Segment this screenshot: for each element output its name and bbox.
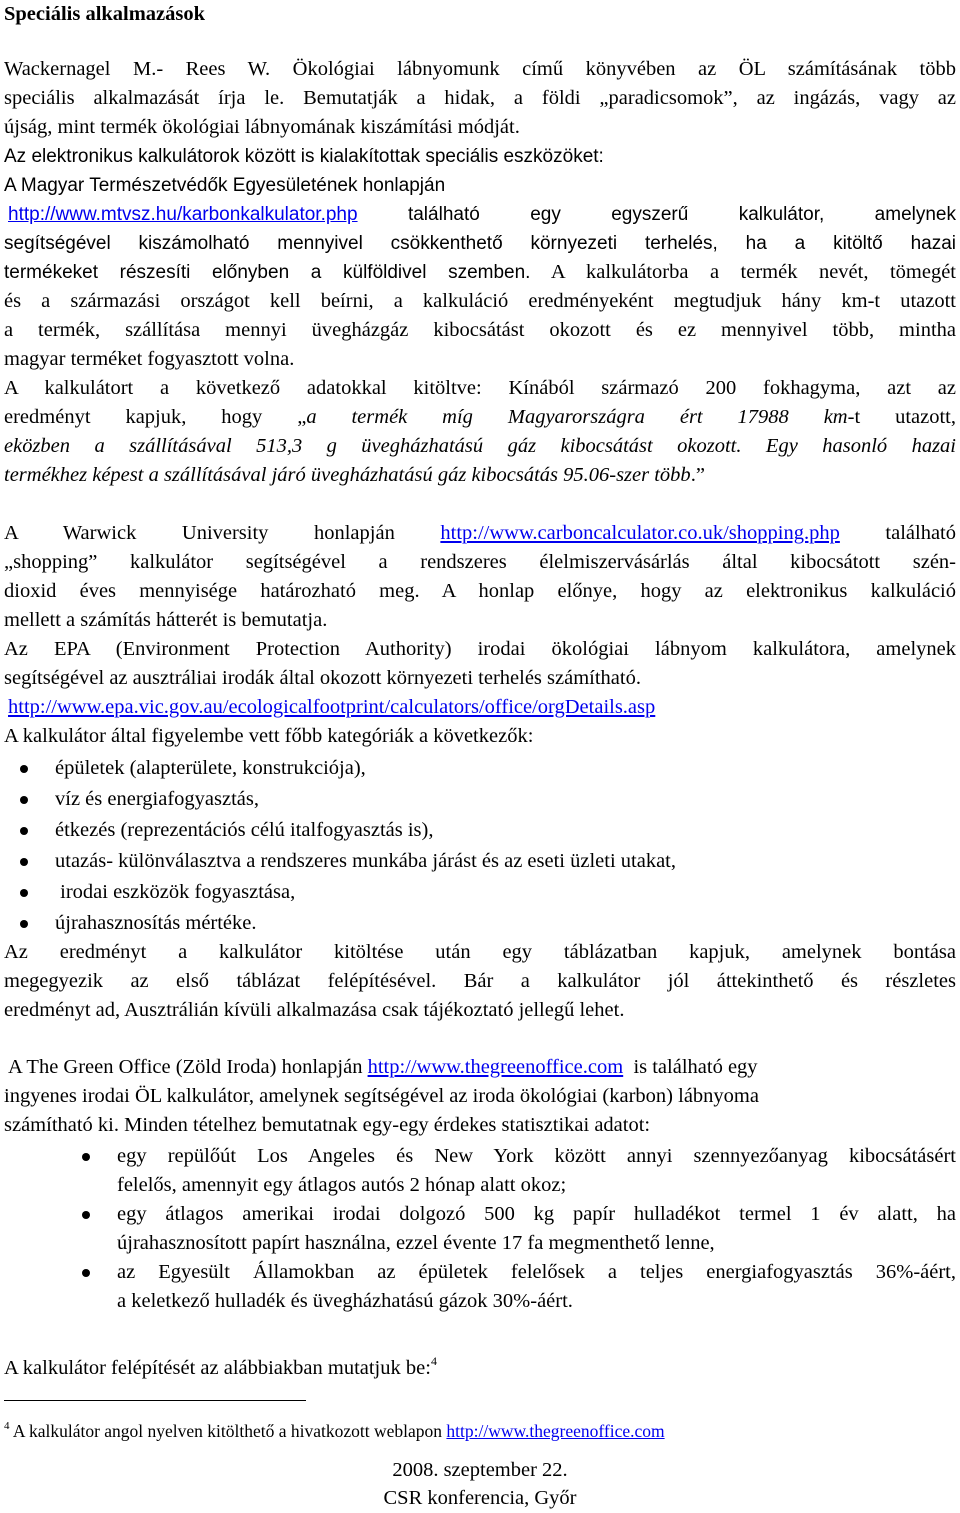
paragraph-line: Wackernagel M.- Rees W. Ökológiai lábnyomunk című könyvében az ÖL számításának több [4,58,956,80]
paragraph-line: újság, mint termék ökológiai lábnyomának kiszámítási módját. [4,116,520,138]
list-item: újrahasznosított papírt használna, ezzel évente 17 fa megmenthető lenne, [117,1232,715,1254]
list-item: víz és energiafogyasztás, [55,788,259,810]
paragraph-text: .” [690,464,705,486]
paragraph-line: ingyenes irodai ÖL kalkulátor, amelynek segítségével az iroda ökológiai (karbon) lábnyoma [4,1085,759,1107]
quoted-result: eközben a szállításával 513,3 g üvegházhatású gáz kibocsátást okozott. Egy hasonló hazai [4,435,956,457]
paragraph-line: eredményt ad, Ausztrálián kívüli alkalmazása csak tájékoztató jellegű lehet. [4,999,625,1021]
bullet-icon [20,765,28,773]
paragraph-text: A Warwick University honlapján [4,522,441,544]
paragraph-line: Az EPA (Environment Protection Authority) irodai ökológiai lábnyom kalkulátora, amelynek [4,638,956,660]
paragraph-line: Az elektronikus kalkulátorok között is kialakítottak speciális eszközöket: [4,146,604,167]
list-item: utazás- különválasztva a rendszeres munkába járást és az eseti üzleti utakat, [55,850,676,872]
greenoffice-link[interactable]: http://www.thegreenoffice.com [367,1056,624,1078]
list-item: újrahasznosítás mértéke. [55,912,257,934]
paragraph-line: magyar terméket fogyasztott volna. [4,348,295,370]
paragraph-line: Az eredményt a kalkulátor kitöltése után egy táblázatban kapjuk, amelynek bontása [4,941,956,963]
paragraph-line: segítségével kiszámolható mennyivel csökkenthető környezeti terhelés, ha a kitöltő hazai [4,233,956,254]
paragraph-text: található egy egyszerű kalkulátor, amelynek [357,204,956,225]
footnote-number: 4 [4,1420,10,1432]
quoted-result: termékhez képest a szállításával járó üvegházhatású gáz kibocsátás 95.06-szer több [4,464,691,486]
paragraph-line: megegyezik az első táblázat felépítésével. Bár a kalkulátor jól áttekinthető és részletes [4,970,956,992]
paragraph-line [4,403,956,432]
paragraph-line: speciális alkalmazását írja le. Bemutatják a hidak, a földi „paradicsomok”, az ingázás, vagy az [4,87,956,109]
bullet-icon [20,858,28,866]
paragraph-text: is található egy [623,1056,758,1078]
paragraph-line [8,693,960,722]
list-item: étkezés (reprezentációs célú italfogyasztás is), [55,819,434,841]
bullet-icon [82,1153,90,1161]
paragraph-line: a termék, szállítása mennyi üvegházgáz kibocsátást okozott és ez mennyivel több, mintha [4,319,956,341]
list-item: épületek (alapterülete, konstrukciója), [55,757,366,779]
paragraph-text: található [839,522,956,544]
paragraph-line [4,1347,956,1383]
bullet-icon [20,889,28,897]
epa-link[interactable]: http://www.epa.vic.gov.au/ecologicalfootprint/calculators/office/orgDetails.asp [8,696,656,718]
bullet-icon [82,1269,90,1277]
bullet-icon [20,827,28,835]
footer-date: 2008. szeptember 22. [392,1459,568,1481]
paragraph-text: termékeket részesíti előnyben a külföldivel szemben. [4,262,531,283]
paragraph-text: -t utazott, [847,406,956,428]
paragraph-text: eredményt kapjuk, hogy „ [4,406,307,428]
footnote-marker: 4 [430,1354,437,1368]
paragraph-line [4,461,956,490]
list-item: felelős, amennyit egy átlagos autós 2 hónap alatt okoz; [117,1174,567,1196]
paragraph-line [4,258,956,287]
list-item: az Egyesült Államokban az épületek felelősek a teljes energiafogyasztás 36%-áért, [117,1261,956,1283]
paragraph-line: A kalkulátort a következő adatokkal kitöltve: Kínából származó 200 fokhagyma, azt az [4,377,956,399]
section-heading: Speciális alkalmazások [4,3,206,25]
paragraph-line: A kalkulátor által figyelembe vett főbb kategóriák a következők: [4,725,534,747]
paragraph-line [4,519,956,548]
footnote-text: A kalkulátor angol nyelven kitölthető a hivatkozott weblapon [9,1421,447,1441]
footnote-link[interactable]: http://www.thegreenoffice.com [446,1421,665,1441]
paragraph-line: és a származási országot kell beírni, a kalkuláció eredményeként megtudjuk hány km-t utazott [4,290,956,312]
paragraph-line [8,200,956,229]
footer-event: CSR konferencia, Győr [383,1487,577,1509]
carboncalculator-link[interactable]: http://www.carboncalculator.co.uk/shopping.php [440,522,840,544]
paragraph-line: „shopping” kalkulátor segítségével a rendszeres élelmiszervásárlás által kibocsátott szén- [4,551,956,573]
paragraph-text: A kalkulátor felépítését az alábbiakban mutatjuk be: [4,1357,431,1379]
bullet-icon [20,796,28,804]
footnote [4,1413,665,1444]
paragraph-line: dioxid éves mennyisége határozható meg. A honlap előnye, hogy az elektronikus kalkuláció [4,580,956,602]
list-item: egy repülőút Los Angeles és New York között annyi szennyezőanyag kibocsátásért [117,1145,956,1167]
mtvsz-link[interactable]: http://www.mtvsz.hu/karbonkalkulator.php [8,204,358,225]
paragraph-text: A kalkulátorba a termék nevét, tömegét [530,261,957,283]
bullet-icon [82,1211,90,1219]
paragraph-line [4,1053,956,1082]
list-item: egy átlagos amerikai irodai dolgozó 500 kg papír hulladékot termel 1 év alatt, ha [117,1203,956,1225]
list-item: irodai eszközök fogyasztása, [55,881,296,903]
quoted-result: a termék míg Magyarországra ért 17988 km [306,406,848,428]
footnote-divider [4,1400,306,1401]
paragraph-line: A Magyar Természetvédők Egyesületének honlapján [4,175,446,196]
list-item: a keletkező hulladék és üvegházhatású gázok 30%-áért. [117,1290,573,1312]
paragraph-line: mellett a számítás hátterét is bemutatja. [4,609,328,631]
paragraph-line: számítható ki. Minden tételhez bemutatnak egy-egy érdekes statisztikai adatot: [4,1114,651,1136]
paragraph-line: segítségével az ausztráliai irodák által okozott környezeti terhelés számítható. [4,667,641,689]
bullet-icon [20,920,28,928]
paragraph-text: A The Green Office (Zöld Iroda) honlapján [4,1056,368,1078]
